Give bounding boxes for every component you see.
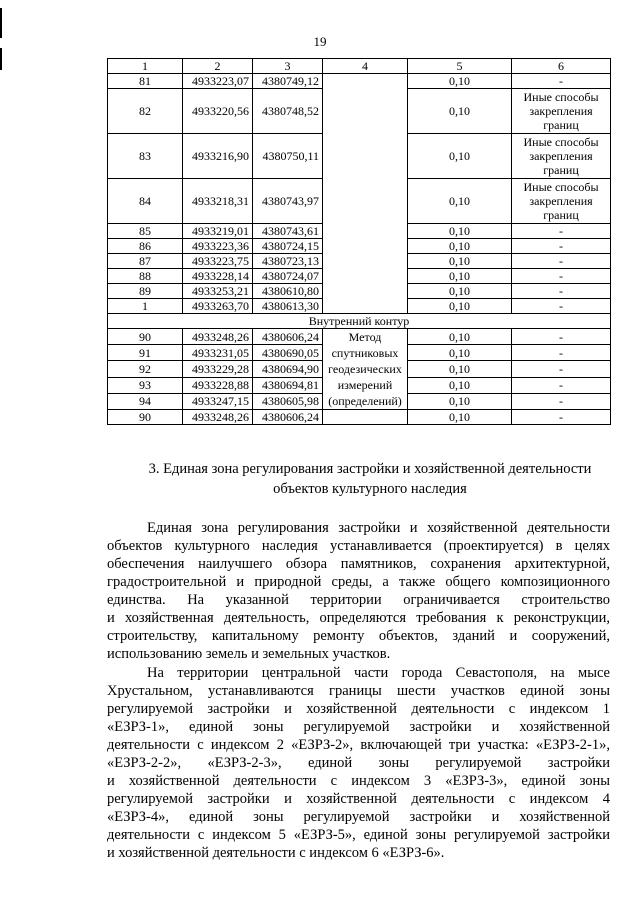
coordinates-table xyxy=(107,58,611,425)
coordinate-y: 4380610,80 xyxy=(253,284,323,299)
point-number: 89 xyxy=(108,284,183,299)
method-cell: Метод спутниковых геодезических измерений (определений) xyxy=(323,329,408,410)
boundary-fixing: Иные способы закрепления границ xyxy=(512,134,611,179)
column-header: 1 xyxy=(108,59,183,74)
paragraph-line: «ЕЗРЗ-2-2», «ЕЗРЗ-2-3», единой зоны регулируемой застройки xyxy=(107,755,610,771)
point-number: 87 xyxy=(108,254,183,269)
coordinate-y: 4380750,11 xyxy=(253,134,323,179)
paragraph-line: градостроительной и природной среды, а также общего композиционного xyxy=(107,574,610,590)
inner-contour-label: Внутренний контур xyxy=(108,314,611,329)
point-number: 85 xyxy=(108,224,183,239)
accuracy: 0,10 xyxy=(408,393,512,409)
point-number: 94 xyxy=(108,393,183,409)
boundary-fixing: - xyxy=(512,299,611,314)
boundary-fixing: - xyxy=(512,269,611,284)
accuracy: 0,10 xyxy=(408,299,512,314)
coordinate-x: 4933263,70 xyxy=(183,299,253,314)
coordinate-y: 4380743,97 xyxy=(253,179,323,224)
coordinate-x: 4933220,56 xyxy=(183,89,253,134)
coordinate-x: 4933216,90 xyxy=(183,134,253,179)
accuracy: 0,10 xyxy=(408,74,512,89)
section-title-line-1: 3. Единая зона регулирования застройки и хозяйственной деятельности xyxy=(148,461,592,477)
scan-edge-mark-bottom xyxy=(0,48,2,70)
paragraph-line: и хозяйственной деятельности с индексом 6 «ЕЗРЗ-6». xyxy=(107,845,445,861)
page-number: 19 xyxy=(313,34,327,49)
paragraph-line: регулируемой застройки и хозяйственной деятельности с индексом 4 xyxy=(107,791,610,807)
boundary-fixing: - xyxy=(512,329,611,345)
coordinate-x: 4933219,01 xyxy=(183,224,253,239)
boundary-fixing: - xyxy=(512,284,611,299)
boundary-fixing: - xyxy=(512,74,611,89)
coordinate-y: 4380694,81 xyxy=(253,377,323,393)
coordinate-x: 4933247,15 xyxy=(183,393,253,409)
coordinate-y: 4380605,98 xyxy=(253,393,323,409)
table-header-row xyxy=(108,59,611,74)
accuracy: 0,10 xyxy=(408,224,512,239)
paragraph-line: «ЕЗРЗ-4», единой зоны регулируемой застройки и хозяйственной xyxy=(107,809,610,825)
column-header: 5 xyxy=(408,59,512,74)
accuracy: 0,10 xyxy=(408,179,512,224)
point-number: 90 xyxy=(108,329,183,345)
accuracy: 0,10 xyxy=(408,254,512,269)
point-number: 83 xyxy=(108,134,183,179)
coordinate-x: 4933228,14 xyxy=(183,269,253,284)
coordinate-x: 4933223,75 xyxy=(183,254,253,269)
accuracy: 0,10 xyxy=(408,239,512,254)
point-number: 91 xyxy=(108,345,183,361)
point-number: 93 xyxy=(108,377,183,393)
boundary-fixing: - xyxy=(512,410,611,425)
column-header: 6 xyxy=(512,59,611,74)
coordinate-y: 4380723,13 xyxy=(253,254,323,269)
method-cell-empty xyxy=(323,410,408,425)
boundary-fixing: Иные способы закрепления границ xyxy=(512,179,611,224)
coordinate-x: 4933223,07 xyxy=(183,74,253,89)
paragraph-line: Хрустальном, устанавливаются границы шести участков единой зоны xyxy=(107,683,610,699)
method-cell xyxy=(323,74,408,314)
coordinate-x: 4933228,88 xyxy=(183,377,253,393)
paragraph-line: строительству, капитальному ремонту объектов, зданий и сооружений, xyxy=(107,628,610,644)
boundary-fixing: - xyxy=(512,345,611,361)
coordinate-y: 4380694,90 xyxy=(253,361,323,377)
point-number: 86 xyxy=(108,239,183,254)
point-number: 81 xyxy=(108,74,183,89)
coordinate-x: 4933253,21 xyxy=(183,284,253,299)
paragraph-line: регулируемой застройки и хозяйственной деятельности с индексом 1 xyxy=(107,701,610,717)
accuracy: 0,10 xyxy=(408,284,512,299)
coordinate-y: 4380606,24 xyxy=(253,329,323,345)
coordinate-x: 4933248,26 xyxy=(183,329,253,345)
accuracy: 0,10 xyxy=(408,89,512,134)
accuracy: 0,10 xyxy=(408,410,512,425)
accuracy: 0,10 xyxy=(408,361,512,377)
coordinate-y: 4380724,07 xyxy=(253,269,323,284)
point-number: 82 xyxy=(108,89,183,134)
accuracy: 0,10 xyxy=(408,269,512,284)
paragraph-line: использованию земель и земельных участков. xyxy=(107,646,391,662)
inner-contour-row xyxy=(108,314,611,329)
column-header: 3 xyxy=(253,59,323,74)
paragraph-line: и хозяйственной деятельности с индексом 3 «ЕЗРЗ-3», единой зоны xyxy=(107,773,610,789)
coordinate-y: 4380724,15 xyxy=(253,239,323,254)
coordinate-x: 4933231,05 xyxy=(183,345,253,361)
coordinate-x: 4933218,31 xyxy=(183,179,253,224)
paragraph-line: объектов культурного наследия устанавливается (проектируется) в целях xyxy=(107,538,610,554)
boundary-fixing: - xyxy=(512,361,611,377)
table-row xyxy=(108,410,611,425)
paragraph-2 xyxy=(107,664,610,862)
point-number: 88 xyxy=(108,269,183,284)
section-title-line-2: объектов культурного наследия xyxy=(273,481,467,497)
point-number: 84 xyxy=(108,179,183,224)
accuracy: 0,10 xyxy=(408,377,512,393)
coordinate-y: 4380613,30 xyxy=(253,299,323,314)
paragraph-line: На территории центральной части города Севастополя, на мысе xyxy=(147,665,610,681)
coordinate-y: 4380748,52 xyxy=(253,89,323,134)
boundary-fixing: - xyxy=(512,239,611,254)
coordinate-y: 4380749,12 xyxy=(253,74,323,89)
table-row xyxy=(108,329,611,345)
boundary-fixing: - xyxy=(512,224,611,239)
accuracy: 0,10 xyxy=(408,134,512,179)
paragraph-line: обеспечения наилучшего обзора памятников, сохранения архитектурной, xyxy=(107,556,610,572)
boundary-fixing: Иные способы закрепления границ xyxy=(512,89,611,134)
paragraph-line: и хозяйственная деятельность, определяются требования к реконструкции, xyxy=(107,610,610,626)
paragraph-line: деятельности с индексом 5 «ЕЗРЗ-5», единой зоны регулируемой застройки xyxy=(107,827,610,843)
paragraph-line: Единая зона регулирования застройки и хозяйственной деятельности xyxy=(147,520,610,536)
point-number: 90 xyxy=(108,410,183,425)
coordinate-y: 4380743,61 xyxy=(253,224,323,239)
coordinate-y: 4380690,05 xyxy=(253,345,323,361)
section-title xyxy=(130,459,610,499)
table-row xyxy=(108,74,611,89)
boundary-fixing: - xyxy=(512,254,611,269)
paragraph-line: «ЕЗРЗ-1», единой зоны регулируемой застройки и хозяйственной xyxy=(107,719,610,735)
coordinate-x: 4933223,36 xyxy=(183,239,253,254)
paragraph-1 xyxy=(107,519,610,663)
accuracy: 0,10 xyxy=(408,345,512,361)
boundary-fixing: - xyxy=(512,393,611,409)
coordinate-x: 4933229,28 xyxy=(183,361,253,377)
coordinate-x: 4933248,26 xyxy=(183,410,253,425)
coordinate-y: 4380606,24 xyxy=(253,410,323,425)
column-header: 4 xyxy=(323,59,408,74)
point-number: 1 xyxy=(108,299,183,314)
column-header: 2 xyxy=(183,59,253,74)
boundary-fixing: - xyxy=(512,377,611,393)
paragraph-line: единства. На указанной территории ограничивается строительство xyxy=(107,592,610,608)
accuracy: 0,10 xyxy=(408,329,512,345)
paragraph-line: деятельности с индексом 2 «ЕЗРЗ-2», включающей три участка: «ЕЗРЗ-2-1», xyxy=(107,737,610,753)
point-number: 92 xyxy=(108,361,183,377)
